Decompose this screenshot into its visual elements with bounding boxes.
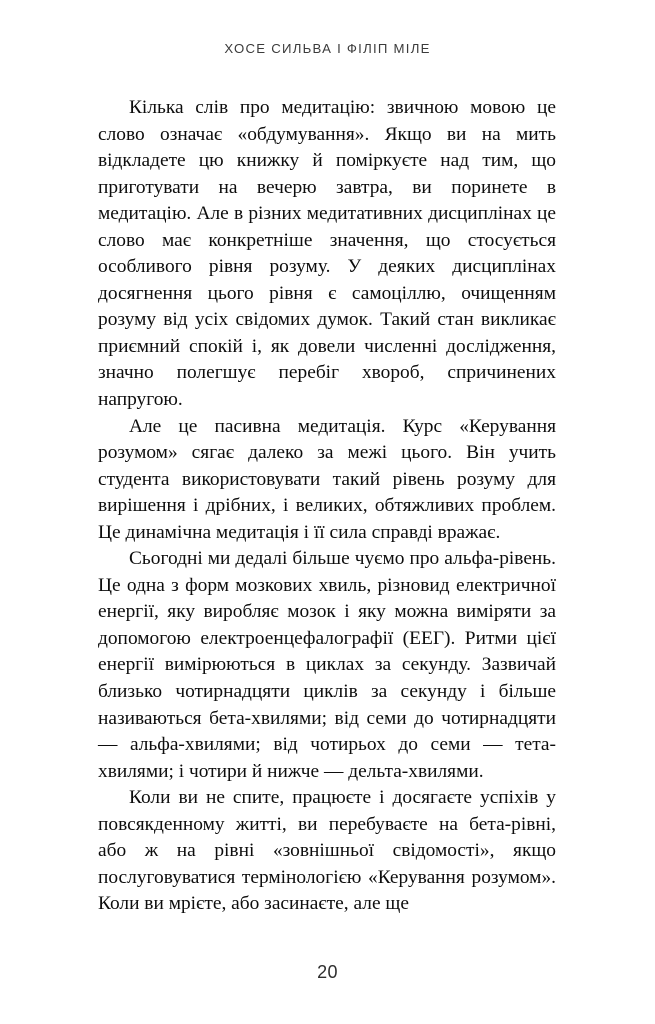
paragraph: Але це пасивна медитація. Курс «Керування розумом» сягає далеко за межі цього. Він учить студента використовувати такий рівень розуму для вирішення і дрібних, і великих, обтяжливих проблем. Це динамічна медитація і її сила справді вражає. [98, 415, 556, 543]
page-number: 20 [317, 962, 338, 982]
paragraph: Коли ви не спите, працюєте і досягаєте успіхів у повсякденному житті, ви перебуваєте на бета-рівні, або ж на рівні «зовнішньої свідомості», якщо послуговуватися термінологією «Керування розумом». Коли ви мрієте, або засинаєте, але ще [98, 787, 556, 915]
paragraph: Кілька слів про медитацію: звичною мовою це слово означає «обдумування». Якщо ви на мить відкладете цю книжку й поміркуєте над тим, що приготувати на вечерю завтра, ви поринете в медитацію. Але в різних медитативних дисциплінах це слово має конкретніше значення, що стосується особливого рівня розуму. У деяких дисциплінах досягнення цього рівня є самоціллю, очищенням розуму від усіх свідомих думок. Такий стан викликає приємний спокій і, як довели численні дослідження, значно полегшує перебіг хвороб, спричинених напругою. [98, 97, 556, 411]
running-head: ХОСЕ СИЛЬВА І ФІЛІП МІЛЕ [224, 41, 431, 56]
paragraph: Сьогодні ми дедалі більше чуємо про альфа-рівень. Це одна з форм мозкових хвиль, різновид електричної енергії, яку виробляє мозок і яку можна виміряти за допомогою електроенцефалографії (ЕЕГ). Ритми цієї енергії вимірюються в циклах за секунду. Зазвичай близько чотирнадцяти циклів за секунду і більше називаються бета-хвилями; від семи до чотирнадцяти — альфа-хвилями; від чотирьох до семи — тета-хвилями; і чотири й нижче — дельта-хвилями. [98, 548, 556, 782]
body-text [98, 95, 556, 918]
